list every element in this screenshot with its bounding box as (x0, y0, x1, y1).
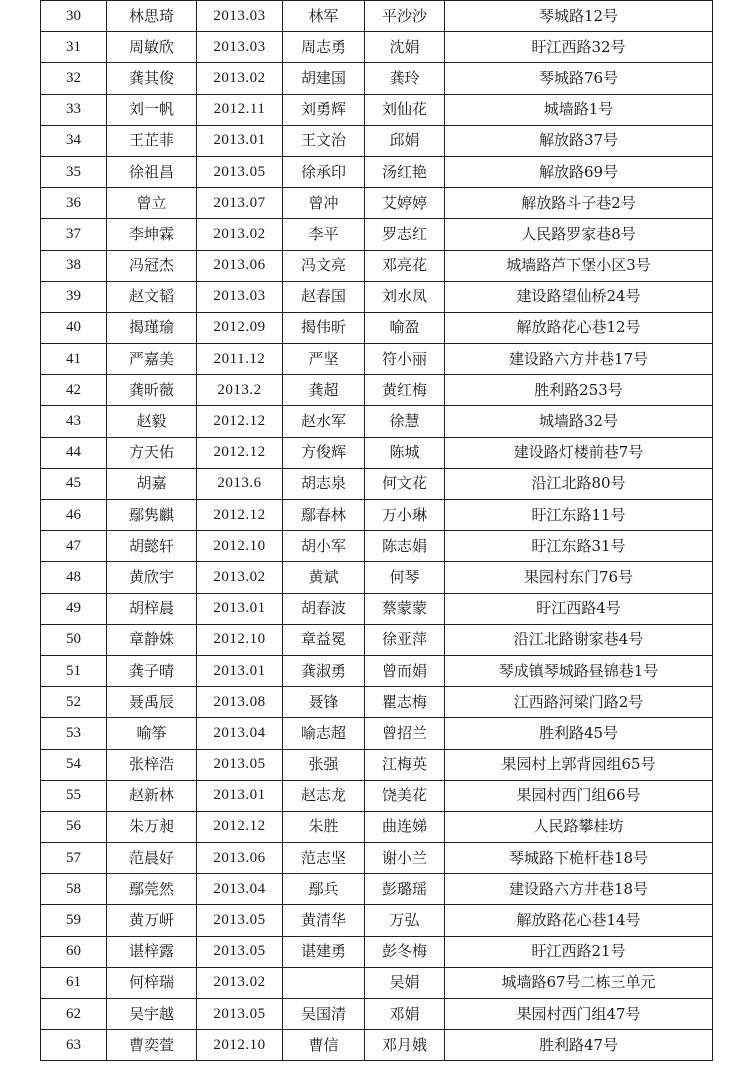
cell-birth-date: 2013.03 (197, 281, 283, 312)
cell-child-name: 李坤霖 (107, 219, 197, 250)
cell-child-name: 章静姝 (107, 624, 197, 655)
cell-mother-name: 邓娟 (365, 999, 445, 1030)
cell-child-name: 冯冠杰 (107, 250, 197, 281)
cell-address: 江西路河梁门路2号 (445, 687, 713, 718)
cell-address: 琴城路76号 (445, 63, 713, 94)
table-row (41, 999, 713, 1030)
cell-child-name: 周敏欣 (107, 32, 197, 63)
cell-birth-date: 2012.10 (197, 624, 283, 655)
table-row (41, 32, 713, 63)
cell-mother-name: 瞿志梅 (365, 687, 445, 718)
cell-number: 52 (41, 687, 107, 718)
cell-address: 解放路花心巷12号 (445, 312, 713, 343)
cell-address: 城墙路67号二栋三单元 (445, 967, 713, 998)
cell-father-name: 严坚 (283, 344, 365, 375)
cell-father-name: 胡建国 (283, 63, 365, 94)
cell-mother-name: 曲连娣 (365, 811, 445, 842)
table-row (41, 780, 713, 811)
cell-birth-date: 2013.05 (197, 156, 283, 187)
cell-number: 31 (41, 32, 107, 63)
cell-child-name: 张梓浩 (107, 749, 197, 780)
roster-table-body (41, 1, 713, 1061)
cell-birth-date: 2013.03 (197, 32, 283, 63)
cell-father-name: 章益冕 (283, 624, 365, 655)
cell-number: 37 (41, 219, 107, 250)
cell-father-name: 揭伟昕 (283, 312, 365, 343)
cell-number: 34 (41, 125, 107, 156)
cell-number: 44 (41, 437, 107, 468)
cell-father-name: 龚超 (283, 375, 365, 406)
cell-child-name: 龚昕薇 (107, 375, 197, 406)
cell-child-name: 严嘉美 (107, 344, 197, 375)
cell-number: 50 (41, 624, 107, 655)
cell-birth-date: 2013.02 (197, 63, 283, 94)
table-row (41, 125, 713, 156)
cell-father-name: 聂锋 (283, 687, 365, 718)
cell-number: 42 (41, 375, 107, 406)
cell-address: 城墙路1号 (445, 94, 713, 125)
cell-father-name: 刘勇辉 (283, 94, 365, 125)
cell-child-name: 黄欣宇 (107, 562, 197, 593)
cell-child-name: 揭瑾瑜 (107, 312, 197, 343)
cell-number: 53 (41, 718, 107, 749)
cell-child-name: 喻筝 (107, 718, 197, 749)
cell-address: 沿江北路80号 (445, 468, 713, 499)
cell-address: 琴城路12号 (445, 1, 713, 32)
cell-child-name: 胡梓晨 (107, 593, 197, 624)
cell-mother-name: 万弘 (365, 905, 445, 936)
cell-birth-date: 2013.04 (197, 718, 283, 749)
cell-father-name: 喻志超 (283, 718, 365, 749)
cell-birth-date: 2013.06 (197, 843, 283, 874)
cell-mother-name: 邓月娥 (365, 1030, 445, 1061)
cell-child-name: 赵文韬 (107, 281, 197, 312)
cell-father-name: 谌建勇 (283, 936, 365, 967)
cell-child-name: 徐祖昌 (107, 156, 197, 187)
cell-number: 58 (41, 874, 107, 905)
table-row (41, 1030, 713, 1061)
table-row (41, 250, 713, 281)
cell-address: 果园村西门组66号 (445, 780, 713, 811)
cell-number: 32 (41, 63, 107, 94)
cell-birth-date: 2012.09 (197, 312, 283, 343)
table-row (41, 375, 713, 406)
cell-mother-name: 何文花 (365, 468, 445, 499)
cell-number: 55 (41, 780, 107, 811)
table-row (41, 500, 713, 531)
cell-child-name: 赵毅 (107, 406, 197, 437)
cell-birth-date: 2012.12 (197, 500, 283, 531)
cell-address: 建设路六方井巷18号 (445, 874, 713, 905)
table-row (41, 936, 713, 967)
cell-birth-date: 2013.05 (197, 749, 283, 780)
cell-address: 胜利路47号 (445, 1030, 713, 1061)
cell-number: 47 (41, 531, 107, 562)
roster-table (40, 0, 713, 1061)
cell-address: 解放路斗子巷2号 (445, 188, 713, 219)
table-row (41, 905, 713, 936)
cell-mother-name: 蔡蒙蒙 (365, 593, 445, 624)
cell-address: 解放路花心巷14号 (445, 905, 713, 936)
cell-mother-name: 彭璐瑶 (365, 874, 445, 905)
cell-mother-name: 曾招兰 (365, 718, 445, 749)
cell-birth-date: 2012.11 (197, 94, 283, 125)
cell-birth-date: 2013.01 (197, 593, 283, 624)
cell-mother-name: 平沙沙 (365, 1, 445, 32)
cell-father-name: 鄢春林 (283, 500, 365, 531)
cell-child-name: 鄢莞然 (107, 874, 197, 905)
cell-birth-date: 2013.07 (197, 188, 283, 219)
cell-mother-name: 刘仙花 (365, 94, 445, 125)
cell-father-name: 赵春国 (283, 281, 365, 312)
cell-mother-name: 何琴 (365, 562, 445, 593)
cell-child-name: 方天佑 (107, 437, 197, 468)
cell-address: 盱江西路21号 (445, 936, 713, 967)
cell-address: 城墙路芦下堡小区3号 (445, 250, 713, 281)
cell-child-name: 龚子晴 (107, 655, 197, 686)
cell-birth-date: 2013.02 (197, 219, 283, 250)
cell-birth-date: 2012.10 (197, 1030, 283, 1061)
cell-mother-name: 陈志娟 (365, 531, 445, 562)
cell-birth-date: 2012.12 (197, 811, 283, 842)
cell-child-name: 赵新林 (107, 780, 197, 811)
cell-child-name: 鄢隽麒 (107, 500, 197, 531)
cell-number: 45 (41, 468, 107, 499)
table-row (41, 1, 713, 32)
cell-number: 35 (41, 156, 107, 187)
cell-child-name: 聂禹辰 (107, 687, 197, 718)
table-row (41, 718, 713, 749)
table-row (41, 624, 713, 655)
cell-mother-name: 吴娟 (365, 967, 445, 998)
cell-father-name: 范志坚 (283, 843, 365, 874)
cell-child-name: 范晨好 (107, 843, 197, 874)
cell-birth-date: 2013.2 (197, 375, 283, 406)
cell-father-name: 龚淑勇 (283, 655, 365, 686)
cell-mother-name: 龚玲 (365, 63, 445, 94)
cell-address: 盱江西路32号 (445, 32, 713, 63)
cell-child-name: 林思琦 (107, 1, 197, 32)
cell-birth-date: 2013.6 (197, 468, 283, 499)
cell-number: 56 (41, 811, 107, 842)
table-row (41, 843, 713, 874)
cell-father-name: 张强 (283, 749, 365, 780)
cell-number: 43 (41, 406, 107, 437)
cell-child-name: 黄万岍 (107, 905, 197, 936)
table-row (41, 687, 713, 718)
cell-mother-name: 邓亮花 (365, 250, 445, 281)
cell-address: 建设路灯楼前巷7号 (445, 437, 713, 468)
cell-address: 建设路望仙桥24号 (445, 281, 713, 312)
roster-sheet (40, 0, 712, 1070)
cell-father-name: 吴国清 (283, 999, 365, 1030)
table-row (41, 874, 713, 905)
cell-address: 果园村东门76号 (445, 562, 713, 593)
cell-mother-name: 徐亚萍 (365, 624, 445, 655)
cell-address: 人民路罗家巷8号 (445, 219, 713, 250)
cell-number: 38 (41, 250, 107, 281)
table-row (41, 562, 713, 593)
cell-birth-date: 2013.01 (197, 780, 283, 811)
cell-child-name: 胡懿轩 (107, 531, 197, 562)
cell-birth-date: 2012.10 (197, 531, 283, 562)
cell-address: 胜利路45号 (445, 718, 713, 749)
cell-child-name: 王芷菲 (107, 125, 197, 156)
cell-number: 41 (41, 344, 107, 375)
cell-birth-date: 2012.12 (197, 437, 283, 468)
cell-mother-name: 邱娟 (365, 125, 445, 156)
cell-birth-date: 2011.12 (197, 344, 283, 375)
table-row (41, 312, 713, 343)
cell-address: 盱江东路31号 (445, 531, 713, 562)
cell-number: 40 (41, 312, 107, 343)
cell-number: 63 (41, 1030, 107, 1061)
cell-father-name: 方俊辉 (283, 437, 365, 468)
cell-father-name: 周志勇 (283, 32, 365, 63)
cell-address: 果园村上郭背园组65号 (445, 749, 713, 780)
cell-address: 果园村西门组47号 (445, 999, 713, 1030)
cell-address: 胜利路253号 (445, 375, 713, 406)
table-row (41, 437, 713, 468)
table-row (41, 188, 713, 219)
cell-address: 盱江东路11号 (445, 500, 713, 531)
table-row (41, 281, 713, 312)
cell-mother-name: 徐慧 (365, 406, 445, 437)
cell-birth-date: 2013.01 (197, 125, 283, 156)
table-row (41, 811, 713, 842)
cell-father-name: 黄清华 (283, 905, 365, 936)
cell-birth-date: 2013.05 (197, 905, 283, 936)
cell-address: 人民路攀桂坊 (445, 811, 713, 842)
table-row (41, 468, 713, 499)
cell-number: 60 (41, 936, 107, 967)
cell-mother-name: 符小丽 (365, 344, 445, 375)
cell-child-name: 曾立 (107, 188, 197, 219)
cell-birth-date: 2012.12 (197, 406, 283, 437)
cell-mother-name: 沈娟 (365, 32, 445, 63)
cell-father-name: 曾冲 (283, 188, 365, 219)
cell-number: 54 (41, 749, 107, 780)
cell-number: 57 (41, 843, 107, 874)
cell-father-name: 徐承印 (283, 156, 365, 187)
table-row (41, 655, 713, 686)
table-row (41, 531, 713, 562)
cell-father-name (283, 967, 365, 998)
table-row (41, 593, 713, 624)
table-row (41, 156, 713, 187)
cell-father-name: 黄斌 (283, 562, 365, 593)
cell-mother-name: 彭冬梅 (365, 936, 445, 967)
cell-address: 琴成镇琴城路昼锦巷1号 (445, 655, 713, 686)
cell-birth-date: 2013.05 (197, 936, 283, 967)
cell-mother-name: 曾而娟 (365, 655, 445, 686)
cell-father-name: 王文治 (283, 125, 365, 156)
cell-number: 36 (41, 188, 107, 219)
cell-father-name: 鄢兵 (283, 874, 365, 905)
cell-address: 盱江西路4号 (445, 593, 713, 624)
cell-father-name: 胡春波 (283, 593, 365, 624)
table-row (41, 967, 713, 998)
cell-birth-date: 2013.02 (197, 967, 283, 998)
cell-number: 46 (41, 500, 107, 531)
cell-mother-name: 陈城 (365, 437, 445, 468)
cell-number: 49 (41, 593, 107, 624)
cell-number: 62 (41, 999, 107, 1030)
table-row (41, 63, 713, 94)
cell-child-name: 龚其俊 (107, 63, 197, 94)
cell-number: 51 (41, 655, 107, 686)
cell-number: 61 (41, 967, 107, 998)
cell-mother-name: 黄红梅 (365, 375, 445, 406)
cell-address: 城墙路32号 (445, 406, 713, 437)
table-row (41, 344, 713, 375)
cell-child-name: 曹奕萱 (107, 1030, 197, 1061)
cell-birth-date: 2013.03 (197, 1, 283, 32)
cell-birth-date: 2013.06 (197, 250, 283, 281)
cell-father-name: 赵水军 (283, 406, 365, 437)
cell-birth-date: 2013.02 (197, 562, 283, 593)
cell-mother-name: 喻盈 (365, 312, 445, 343)
table-row (41, 94, 713, 125)
cell-number: 33 (41, 94, 107, 125)
cell-mother-name: 谢小兰 (365, 843, 445, 874)
cell-father-name: 胡小军 (283, 531, 365, 562)
cell-father-name: 赵志龙 (283, 780, 365, 811)
cell-number: 30 (41, 1, 107, 32)
cell-father-name: 冯文亮 (283, 250, 365, 281)
cell-child-name: 吴宇越 (107, 999, 197, 1030)
cell-birth-date: 2013.01 (197, 655, 283, 686)
cell-address: 琴城路下桅杆巷18号 (445, 843, 713, 874)
cell-mother-name: 刘水凤 (365, 281, 445, 312)
cell-mother-name: 万小琳 (365, 500, 445, 531)
cell-number: 39 (41, 281, 107, 312)
cell-mother-name: 汤红艳 (365, 156, 445, 187)
cell-address: 解放路37号 (445, 125, 713, 156)
cell-father-name: 林军 (283, 1, 365, 32)
cell-number: 48 (41, 562, 107, 593)
cell-address: 解放路69号 (445, 156, 713, 187)
table-row (41, 749, 713, 780)
cell-number: 59 (41, 905, 107, 936)
cell-address: 沿江北路谢家巷4号 (445, 624, 713, 655)
cell-mother-name: 江梅英 (365, 749, 445, 780)
cell-father-name: 李平 (283, 219, 365, 250)
cell-mother-name: 饶美花 (365, 780, 445, 811)
cell-address: 建设路六方井巷17号 (445, 344, 713, 375)
table-row (41, 219, 713, 250)
cell-child-name: 何梓瑞 (107, 967, 197, 998)
cell-father-name: 朱胜 (283, 811, 365, 842)
cell-mother-name: 罗志红 (365, 219, 445, 250)
table-row (41, 406, 713, 437)
cell-child-name: 刘一帆 (107, 94, 197, 125)
cell-birth-date: 2013.04 (197, 874, 283, 905)
cell-father-name: 胡志泉 (283, 468, 365, 499)
cell-child-name: 谌梓露 (107, 936, 197, 967)
cell-child-name: 朱万昶 (107, 811, 197, 842)
cell-child-name: 胡嘉 (107, 468, 197, 499)
cell-father-name: 曹信 (283, 1030, 365, 1061)
cell-birth-date: 2013.08 (197, 687, 283, 718)
cell-mother-name: 艾婷婷 (365, 188, 445, 219)
cell-birth-date: 2013.05 (197, 999, 283, 1030)
